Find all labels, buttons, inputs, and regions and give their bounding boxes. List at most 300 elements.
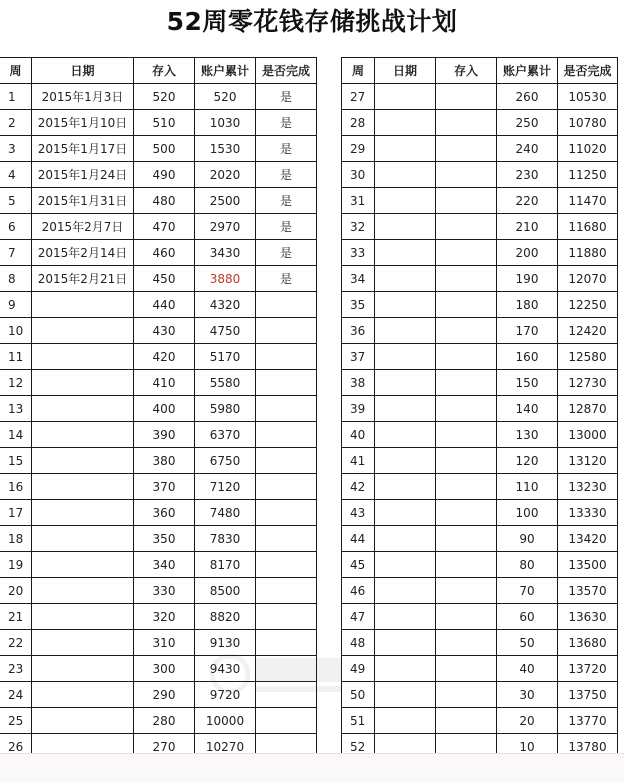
cell-date[interactable]: 2015年2月14日	[32, 240, 134, 266]
cell-done[interactable]: 是	[256, 136, 317, 162]
cell-total[interactable]: 260	[497, 84, 558, 110]
cell-date[interactable]	[32, 708, 134, 734]
cell-week[interactable]: 13	[0, 396, 32, 422]
cell-total[interactable]: 90	[497, 526, 558, 552]
cell-total[interactable]: 190	[497, 266, 558, 292]
cell-done[interactable]: 12250	[558, 292, 618, 318]
cell-week[interactable]: 36	[342, 318, 375, 344]
cell-total[interactable]: 5580	[195, 370, 256, 396]
cell-deposit[interactable]: 430	[134, 318, 195, 344]
cell-date[interactable]	[375, 292, 436, 318]
cell-week[interactable]: 52	[342, 734, 375, 760]
cell-date[interactable]	[375, 578, 436, 604]
cell-done[interactable]: 是	[256, 266, 317, 292]
cell-deposit[interactable]: 450	[134, 266, 195, 292]
cell-done[interactable]	[256, 370, 317, 396]
cell-deposit[interactable]	[436, 630, 497, 656]
cell-week[interactable]: 38	[342, 370, 375, 396]
cell-deposit[interactable]: 330	[134, 578, 195, 604]
cell-total[interactable]: 7830	[195, 526, 256, 552]
cell-deposit[interactable]	[436, 526, 497, 552]
col-header-done: 是否完成	[256, 58, 317, 84]
cell-total[interactable]: 8170	[195, 552, 256, 578]
cell-total[interactable]: 210	[497, 214, 558, 240]
cell-total[interactable]: 3430	[195, 240, 256, 266]
cell-week[interactable]: 48	[342, 630, 375, 656]
cell-done[interactable]: 是	[256, 110, 317, 136]
cell-done[interactable]: 是	[256, 240, 317, 266]
col-header-week: 周	[0, 58, 32, 84]
cell-total[interactable]: 180	[497, 292, 558, 318]
cell-deposit[interactable]	[436, 422, 497, 448]
table-row	[342, 656, 618, 682]
cell-deposit[interactable]	[436, 136, 497, 162]
cell-total[interactable]: 80	[497, 552, 558, 578]
cell-done[interactable]: 11880	[558, 240, 618, 266]
cell-deposit[interactable]: 400	[134, 396, 195, 422]
table-row	[342, 84, 618, 110]
cell-week[interactable]: 7	[0, 240, 32, 266]
cell-date[interactable]	[32, 396, 134, 422]
cell-done[interactable]: 11680	[558, 214, 618, 240]
cell-deposit[interactable]	[436, 708, 497, 734]
cell-done[interactable]	[256, 344, 317, 370]
cell-date[interactable]	[375, 656, 436, 682]
cell-week[interactable]: 34	[342, 266, 375, 292]
cell-deposit[interactable]: 440	[134, 292, 195, 318]
cell-deposit[interactable]: 370	[134, 474, 195, 500]
cell-date[interactable]	[375, 552, 436, 578]
cell-total[interactable]: 9720	[195, 682, 256, 708]
savings-table-weeks-1-26	[0, 57, 317, 760]
cell-date[interactable]	[32, 344, 134, 370]
cell-done[interactable]: 13570	[558, 578, 618, 604]
cell-deposit[interactable]	[436, 188, 497, 214]
cell-done[interactable]	[256, 422, 317, 448]
cell-date[interactable]	[375, 708, 436, 734]
col-header-done: 是否完成	[558, 58, 618, 84]
cell-deposit[interactable]	[436, 448, 497, 474]
cell-deposit[interactable]	[436, 604, 497, 630]
cell-total[interactable]: 5980	[195, 396, 256, 422]
cell-total[interactable]: 40	[497, 656, 558, 682]
cell-total[interactable]: 220	[497, 188, 558, 214]
cell-done[interactable]: 13780	[558, 734, 618, 760]
cell-total[interactable]: 10270	[195, 734, 256, 760]
table-row	[0, 396, 317, 422]
cell-done[interactable]	[256, 552, 317, 578]
cell-total[interactable]: 2020	[195, 162, 256, 188]
cell-deposit[interactable]	[436, 318, 497, 344]
table-row	[0, 448, 317, 474]
cell-week[interactable]: 35	[342, 292, 375, 318]
cell-total[interactable]: 9130	[195, 630, 256, 656]
cell-total[interactable]: 1030	[195, 110, 256, 136]
cell-week[interactable]: 1	[0, 84, 32, 110]
cell-done[interactable]: 12870	[558, 396, 618, 422]
cell-week[interactable]: 27	[342, 84, 375, 110]
cell-week[interactable]: 29	[342, 136, 375, 162]
cell-deposit[interactable]: 280	[134, 708, 195, 734]
table-row	[0, 110, 317, 136]
cell-deposit[interactable]: 470	[134, 214, 195, 240]
cell-date[interactable]	[375, 110, 436, 136]
cell-week[interactable]: 33	[342, 240, 375, 266]
cell-done[interactable]: 13330	[558, 500, 618, 526]
cell-deposit[interactable]	[436, 552, 497, 578]
cell-week[interactable]: 8	[0, 266, 32, 292]
table-row	[342, 240, 618, 266]
cell-date[interactable]	[375, 162, 436, 188]
cell-week[interactable]: 49	[342, 656, 375, 682]
cell-done[interactable]: 是	[256, 214, 317, 240]
cell-week[interactable]: 31	[342, 188, 375, 214]
cell-total[interactable]: 200	[497, 240, 558, 266]
table-row	[342, 214, 618, 240]
cell-deposit[interactable]: 320	[134, 604, 195, 630]
cell-deposit[interactable]: 520	[134, 84, 195, 110]
cell-done[interactable]: 12420	[558, 318, 618, 344]
cell-total[interactable]: 7120	[195, 474, 256, 500]
cell-date[interactable]	[375, 84, 436, 110]
cell-total[interactable]: 2500	[195, 188, 256, 214]
cell-week[interactable]: 10	[0, 318, 32, 344]
cell-total[interactable]: 110	[497, 474, 558, 500]
cell-total[interactable]: 170	[497, 318, 558, 344]
cell-deposit[interactable]: 420	[134, 344, 195, 370]
cell-total[interactable]: 3880	[195, 266, 256, 292]
cell-total[interactable]: 1530	[195, 136, 256, 162]
cell-deposit[interactable]: 500	[134, 136, 195, 162]
cell-week[interactable]: 40	[342, 422, 375, 448]
cell-done[interactable]: 13000	[558, 422, 618, 448]
cell-date[interactable]	[32, 292, 134, 318]
cell-total[interactable]: 160	[497, 344, 558, 370]
cell-date[interactable]	[375, 682, 436, 708]
cell-date[interactable]	[375, 370, 436, 396]
cell-date[interactable]	[375, 240, 436, 266]
cell-date[interactable]	[32, 578, 134, 604]
cell-date[interactable]	[375, 422, 436, 448]
table-row	[0, 292, 317, 318]
table-body	[342, 84, 618, 760]
cell-date[interactable]: 2015年1月31日	[32, 188, 134, 214]
table-row	[0, 708, 317, 734]
cell-done[interactable]: 10780	[558, 110, 618, 136]
cell-done[interactable]	[256, 526, 317, 552]
cell-total[interactable]: 6750	[195, 448, 256, 474]
cell-done[interactable]: 11470	[558, 188, 618, 214]
cell-date[interactable]	[32, 656, 134, 682]
table-row	[0, 422, 317, 448]
table-row	[342, 422, 618, 448]
cell-total[interactable]: 5170	[195, 344, 256, 370]
cell-deposit[interactable]	[436, 344, 497, 370]
cell-deposit[interactable]: 340	[134, 552, 195, 578]
cell-date[interactable]	[375, 188, 436, 214]
cell-deposit[interactable]	[436, 214, 497, 240]
cell-total[interactable]: 240	[497, 136, 558, 162]
cell-done[interactable]: 13230	[558, 474, 618, 500]
cell-done[interactable]: 12070	[558, 266, 618, 292]
table-row	[342, 708, 618, 734]
table-row	[0, 214, 317, 240]
cell-week[interactable]: 12	[0, 370, 32, 396]
cell-total[interactable]: 60	[497, 604, 558, 630]
cell-date[interactable]	[32, 318, 134, 344]
table-row	[342, 604, 618, 630]
cell-week[interactable]: 32	[342, 214, 375, 240]
cell-done[interactable]	[256, 396, 317, 422]
cell-deposit[interactable]: 480	[134, 188, 195, 214]
cell-total[interactable]: 70	[497, 578, 558, 604]
cell-date[interactable]	[375, 266, 436, 292]
cell-deposit[interactable]: 380	[134, 448, 195, 474]
cell-date[interactable]	[375, 344, 436, 370]
cell-total[interactable]: 10000	[195, 708, 256, 734]
cell-date[interactable]	[375, 500, 436, 526]
cell-date[interactable]: 2015年1月17日	[32, 136, 134, 162]
cell-deposit[interactable]: 270	[134, 734, 195, 760]
cell-done[interactable]	[256, 604, 317, 630]
cell-total[interactable]: 230	[497, 162, 558, 188]
cell-deposit[interactable]: 510	[134, 110, 195, 136]
cell-deposit[interactable]	[436, 240, 497, 266]
table-row	[0, 604, 317, 630]
col-header-deposit: 存入	[436, 58, 497, 84]
cell-total[interactable]: 130	[497, 422, 558, 448]
page-title: 52周零花钱存储挑战计划	[166, 7, 458, 36]
cell-deposit[interactable]	[436, 110, 497, 136]
cell-total[interactable]: 8500	[195, 578, 256, 604]
cell-done[interactable]: 13120	[558, 448, 618, 474]
cell-done[interactable]	[256, 474, 317, 500]
cell-week[interactable]: 11	[0, 344, 32, 370]
cell-total[interactable]: 30	[497, 682, 558, 708]
cell-done[interactable]: 是	[256, 84, 317, 110]
cell-done[interactable]	[256, 448, 317, 474]
cell-deposit[interactable]	[436, 370, 497, 396]
table-row	[0, 578, 317, 604]
cell-deposit[interactable]	[436, 474, 497, 500]
table-row	[0, 318, 317, 344]
cell-date[interactable]	[32, 682, 134, 708]
cell-date[interactable]: 2015年1月3日	[32, 84, 134, 110]
cell-date[interactable]	[32, 552, 134, 578]
cell-deposit[interactable]	[436, 500, 497, 526]
cell-done[interactable]	[256, 578, 317, 604]
cell-deposit[interactable]: 300	[134, 656, 195, 682]
cell-date[interactable]	[32, 526, 134, 552]
cell-week[interactable]: 28	[342, 110, 375, 136]
cell-week[interactable]: 2	[0, 110, 32, 136]
cell-done[interactable]	[256, 630, 317, 656]
table-row	[0, 526, 317, 552]
cell-done[interactable]: 11250	[558, 162, 618, 188]
cell-done[interactable]: 12580	[558, 344, 618, 370]
cell-done[interactable]: 10530	[558, 84, 618, 110]
cell-total[interactable]: 520	[195, 84, 256, 110]
cell-deposit[interactable]: 490	[134, 162, 195, 188]
cell-deposit[interactable]: 460	[134, 240, 195, 266]
table-row	[0, 266, 317, 292]
cell-deposit[interactable]: 410	[134, 370, 195, 396]
cell-date[interactable]	[375, 214, 436, 240]
cell-total[interactable]: 6370	[195, 422, 256, 448]
cell-done[interactable]: 13500	[558, 552, 618, 578]
cell-week[interactable]: 5	[0, 188, 32, 214]
cell-total[interactable]: 4750	[195, 318, 256, 344]
cell-done[interactable]: 13750	[558, 682, 618, 708]
table-row	[342, 396, 618, 422]
cell-date[interactable]: 2015年1月10日	[32, 110, 134, 136]
cell-date[interactable]: 2015年2月7日	[32, 214, 134, 240]
cell-deposit[interactable]	[436, 84, 497, 110]
table-row	[0, 370, 317, 396]
cell-total[interactable]: 8820	[195, 604, 256, 630]
cell-week[interactable]: 20	[0, 578, 32, 604]
cell-week[interactable]: 14	[0, 422, 32, 448]
col-header-week: 周	[342, 58, 375, 84]
cell-date[interactable]	[375, 448, 436, 474]
cell-deposit[interactable]	[436, 578, 497, 604]
cell-date[interactable]	[375, 630, 436, 656]
cell-done[interactable]: 是	[256, 188, 317, 214]
table-row	[342, 318, 618, 344]
cell-deposit[interactable]	[436, 396, 497, 422]
cell-total[interactable]: 140	[497, 396, 558, 422]
cell-week[interactable]: 51	[342, 708, 375, 734]
col-header-date: 日期	[375, 58, 436, 84]
cell-date[interactable]	[375, 136, 436, 162]
cell-week[interactable]: 23	[0, 656, 32, 682]
cell-deposit[interactable]: 290	[134, 682, 195, 708]
cell-done[interactable]	[256, 292, 317, 318]
table-row	[342, 474, 618, 500]
cell-done[interactable]: 11020	[558, 136, 618, 162]
cell-deposit[interactable]: 360	[134, 500, 195, 526]
cell-week[interactable]: 17	[0, 500, 32, 526]
cell-date[interactable]	[375, 526, 436, 552]
cell-date[interactable]	[32, 604, 134, 630]
cell-week[interactable]: 44	[342, 526, 375, 552]
cell-week[interactable]: 47	[342, 604, 375, 630]
cell-total[interactable]: 250	[497, 110, 558, 136]
table-row	[342, 578, 618, 604]
cell-date[interactable]	[32, 474, 134, 500]
cell-week[interactable]: 18	[0, 526, 32, 552]
cell-done[interactable]: 13720	[558, 656, 618, 682]
cell-date[interactable]	[375, 396, 436, 422]
cell-done[interactable]: 13420	[558, 526, 618, 552]
cell-date[interactable]	[32, 448, 134, 474]
cell-week[interactable]: 39	[342, 396, 375, 422]
cell-deposit[interactable]: 350	[134, 526, 195, 552]
cell-date[interactable]	[375, 474, 436, 500]
cell-week[interactable]: 24	[0, 682, 32, 708]
table-row	[342, 526, 618, 552]
cell-week[interactable]: 45	[342, 552, 375, 578]
cell-week[interactable]: 41	[342, 448, 375, 474]
cell-deposit[interactable]: 310	[134, 630, 195, 656]
cell-total[interactable]: 120	[497, 448, 558, 474]
cell-total[interactable]: 4320	[195, 292, 256, 318]
cell-total[interactable]: 100	[497, 500, 558, 526]
cell-done[interactable]: 13630	[558, 604, 618, 630]
cell-date[interactable]: 2015年1月24日	[32, 162, 134, 188]
cell-total[interactable]: 50	[497, 630, 558, 656]
cell-done[interactable]: 是	[256, 162, 317, 188]
cell-done[interactable]	[256, 318, 317, 344]
cell-total[interactable]: 2970	[195, 214, 256, 240]
cell-deposit[interactable]: 390	[134, 422, 195, 448]
cell-done[interactable]: 12730	[558, 370, 618, 396]
bottom-band	[0, 753, 624, 782]
cell-deposit[interactable]	[436, 656, 497, 682]
cell-week[interactable]: 26	[0, 734, 32, 760]
table-row	[0, 656, 317, 682]
table-row	[342, 292, 618, 318]
cell-total[interactable]: 150	[497, 370, 558, 396]
cell-done[interactable]: 13770	[558, 708, 618, 734]
cell-week[interactable]: 30	[342, 162, 375, 188]
cell-week[interactable]: 25	[0, 708, 32, 734]
cell-week[interactable]: 16	[0, 474, 32, 500]
cell-week[interactable]: 19	[0, 552, 32, 578]
cell-week[interactable]: 22	[0, 630, 32, 656]
cell-week[interactable]: 15	[0, 448, 32, 474]
cell-week[interactable]: 42	[342, 474, 375, 500]
cell-done[interactable]	[256, 500, 317, 526]
cell-week[interactable]: 37	[342, 344, 375, 370]
cell-deposit[interactable]	[436, 162, 497, 188]
cell-date[interactable]: 2015年2月21日	[32, 266, 134, 292]
cell-week[interactable]: 4	[0, 162, 32, 188]
cell-week[interactable]: 46	[342, 578, 375, 604]
cell-week[interactable]: 43	[342, 500, 375, 526]
cell-done[interactable]: 13680	[558, 630, 618, 656]
cell-date[interactable]	[32, 500, 134, 526]
cell-total[interactable]: 20	[497, 708, 558, 734]
cell-total[interactable]: 9430	[195, 656, 256, 682]
table-row	[342, 630, 618, 656]
table-row	[0, 188, 317, 214]
cell-week[interactable]: 9	[0, 292, 32, 318]
table-row	[0, 84, 317, 110]
cell-date[interactable]	[375, 604, 436, 630]
cell-deposit[interactable]	[436, 292, 497, 318]
cell-total[interactable]: 10	[497, 734, 558, 760]
col-header-total: 账户累计	[195, 58, 256, 84]
cell-done[interactable]	[256, 708, 317, 734]
table-row	[342, 552, 618, 578]
cell-date[interactable]	[375, 318, 436, 344]
cell-done[interactable]	[256, 656, 317, 682]
cell-date[interactable]	[32, 422, 134, 448]
cell-date[interactable]	[32, 370, 134, 396]
cell-date[interactable]	[32, 630, 134, 656]
cell-deposit[interactable]	[436, 682, 497, 708]
cell-deposit[interactable]	[436, 266, 497, 292]
cell-week[interactable]: 6	[0, 214, 32, 240]
table-body	[0, 84, 317, 760]
cell-done[interactable]	[256, 682, 317, 708]
table-row	[0, 682, 317, 708]
cell-week[interactable]: 21	[0, 604, 32, 630]
cell-total[interactable]: 7480	[195, 500, 256, 526]
cell-week[interactable]: 3	[0, 136, 32, 162]
cell-week[interactable]: 50	[342, 682, 375, 708]
